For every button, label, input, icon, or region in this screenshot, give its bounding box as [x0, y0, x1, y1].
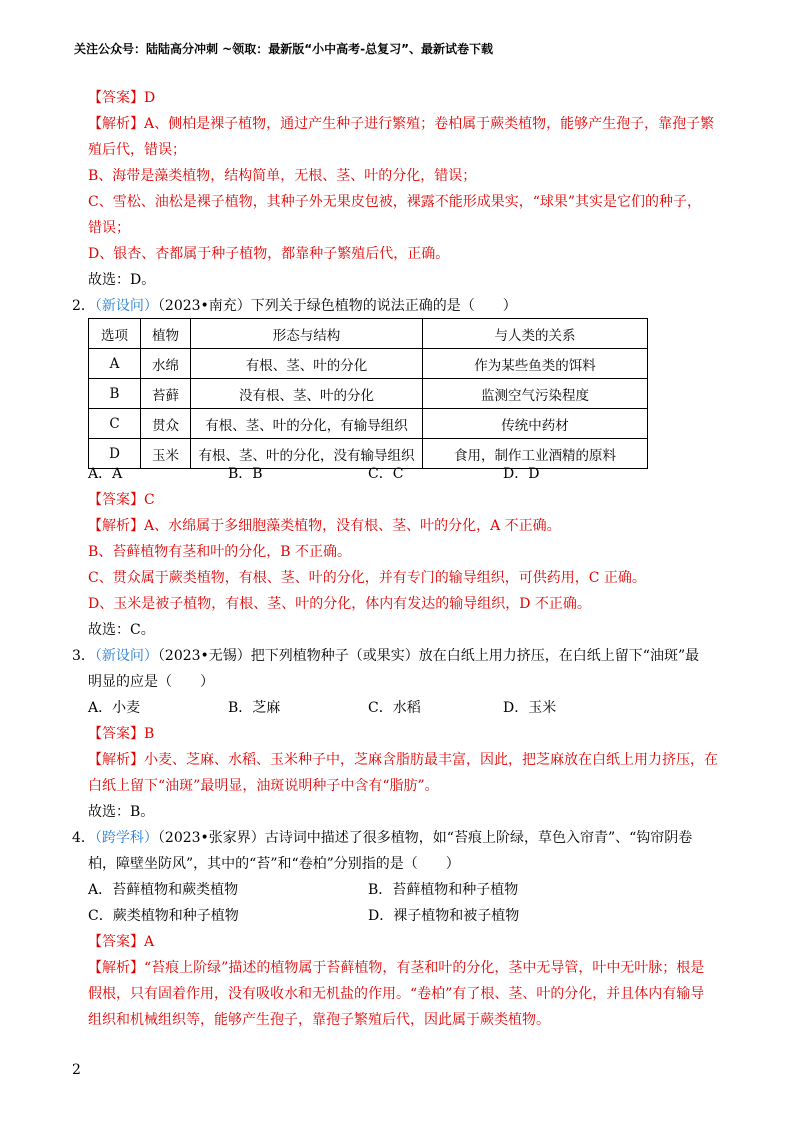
analysis-line: 【解析】“苔痕上阶绿”描述的植物属于苔藓植物，有茎和叶的分化，茎中无导管，叶中无叶脉；根是 — [88, 960, 705, 976]
question-4-stem: 4．（跨学科）（2023•张家界）古诗词中描述了很多植物，如“苔痕上阶绿，草色入帘青”、“钩帘阴卷 — [72, 830, 693, 846]
analysis-line: D、银杏、杏都属于种子植物，都靠种子繁殖后代，正确。 — [88, 246, 450, 262]
table-cell: 作为某些鱼类的饵料 — [423, 349, 648, 379]
question-tag: （新设问） — [94, 298, 158, 314]
option-b: B．芝麻 — [228, 700, 281, 716]
analysis-line: 【解析】小麦、芝麻、水稻、玉米种子中，芝麻含脂肪最丰富，因此，把芝麻放在白纸上用力挤压，在 — [88, 752, 718, 768]
analysis-line: 组织和机械组织等，能够产生孢子，靠孢子繁殖后代，因此属于蕨类植物。 — [88, 1012, 550, 1028]
analysis-line: B、苔藓植物有茎和叶的分化，B 不正确。 — [88, 544, 352, 560]
table-cell: 水绵 — [141, 349, 191, 379]
table-row — [89, 349, 648, 379]
analysis-line: 白纸上留下“油斑”最明显，油斑说明种子中含有“脂肪”。 — [88, 778, 439, 794]
table-header-cell: 植物 — [141, 319, 191, 349]
table-cell: 有根、茎、叶的分化，没有输导组织 — [191, 439, 423, 469]
analysis-label: 【解析】 — [88, 518, 144, 534]
question-number: 4． — [72, 830, 95, 846]
table-cell: A — [89, 349, 141, 379]
option-b: B．苔藓植物和种子植物 — [368, 882, 519, 898]
option-c: C．C — [368, 466, 404, 482]
table-cell: 没有根、茎、叶的分化 — [191, 379, 423, 409]
question-tag: （跨学科） — [94, 830, 158, 846]
analysis-line: B、海带是藻类植物，结构简单，无根、茎、叶的分化，错误； — [88, 168, 477, 184]
analysis-label: 【解析】 — [88, 116, 144, 132]
analysis-line: 错误； — [88, 220, 130, 236]
table-header-cell: 与人类的关系 — [423, 319, 648, 349]
analysis-label: 【解析】 — [88, 960, 144, 976]
conclusion: 故选：B。 — [88, 804, 155, 820]
analysis-line: 假根，只有固着作用，没有吸收水和无机盐的作用。“卷柏”有了根、茎、叶的分化，并且体内有输导 — [88, 986, 705, 1002]
analysis-line: D、玉米是被子植物，有根、茎、叶的分化，体内有发达的输导组织，D 不正确。 — [88, 596, 591, 612]
table-cell: 监测空气污染程度 — [423, 379, 648, 409]
option-c: C．蕨类植物和种子植物 — [88, 908, 239, 924]
question-stem-line: 柏，障壁坐防风”，其中的“苔”和“卷柏”分别指的是（ ） — [88, 856, 460, 872]
conclusion: 故选：C。 — [88, 622, 155, 638]
option-d: D．裸子植物和被子植物 — [368, 908, 520, 924]
table-cell: 苔藓 — [141, 379, 191, 409]
option-c: C．水稻 — [368, 700, 421, 716]
analysis-line: 【解析】A、水绵属于多细胞藻类植物，没有根、茎、叶的分化，A 不正确。 — [88, 518, 561, 534]
answer-label: 【答案】C — [88, 492, 155, 508]
answer-label: 【答案】B — [88, 726, 155, 742]
page-number: 2 — [72, 1062, 81, 1078]
question-tag: （新设问） — [94, 648, 158, 664]
question-stem-line: 明显的应是（ ） — [88, 674, 214, 690]
table-cell: 传统中药材 — [423, 409, 648, 439]
option-d: D．玉米 — [503, 700, 557, 716]
table-cell: B — [89, 379, 141, 409]
table-cell: 有根、茎、叶的分化 — [191, 349, 423, 379]
table-header-cell: 选项 — [89, 319, 141, 349]
table-header-cell: 形态与结构 — [191, 319, 423, 349]
page-header: 关注公众号：陆陆高分冲刺 ~领取：最新版“小中高考-总复习”、最新试卷下载 — [74, 42, 493, 56]
options-table — [88, 318, 648, 469]
table-cell: C — [89, 409, 141, 439]
table-row — [89, 379, 648, 409]
conclusion: 故选：D。 — [88, 272, 156, 288]
table-header-row — [89, 319, 648, 349]
analysis-line: C、雪松、油松是裸子植物，其种子外无果皮包被，裸露不能形成果实，“球果”其实是它们的种子， — [88, 194, 702, 210]
question-2-stem: 2．（新设问）（2023•南充）下列关于绿色植物的说法正确的是（ ） — [72, 298, 517, 314]
question-number: 3． — [72, 648, 95, 664]
table-cell: 贯众 — [141, 409, 191, 439]
option-a: A．小麦 — [88, 700, 141, 716]
option-b: B．B — [228, 466, 263, 482]
question-3-stem: 3．（新设问）（2023•无锡）把下列植物种子（或果实）放在白纸上用力挤压，在白纸上留下“油斑”最 — [72, 648, 700, 664]
answer-label: 【答案】A — [88, 934, 155, 950]
table-cell: 玉米 — [141, 439, 191, 469]
question-number: 2． — [72, 298, 95, 314]
analysis-label: 【解析】 — [88, 752, 144, 768]
answer-label: 【答案】D — [88, 90, 156, 106]
analysis-line: C、贯众属于蕨类植物，有根、茎、叶的分化，并有专门的输导组织，可供药用，C 正确。 — [88, 570, 646, 586]
analysis-line: 殖后代，错误； — [88, 142, 186, 158]
table-cell: 有根、茎、叶的分化，有输导组织 — [191, 409, 423, 439]
table-cell: D — [89, 439, 141, 469]
option-a: A．苔藓植物和蕨类植物 — [88, 882, 239, 898]
table-cell: 食用，制作工业酒精的原料 — [423, 439, 648, 469]
analysis-line: 【解析】A、侧柏是裸子植物，通过产生种子进行繁殖；卷柏属于蕨类植物，能够产生孢子，靠孢子繁 — [88, 116, 715, 132]
option-a: A．A — [88, 466, 123, 482]
table-row — [89, 409, 648, 439]
option-d: D．D — [503, 466, 540, 482]
